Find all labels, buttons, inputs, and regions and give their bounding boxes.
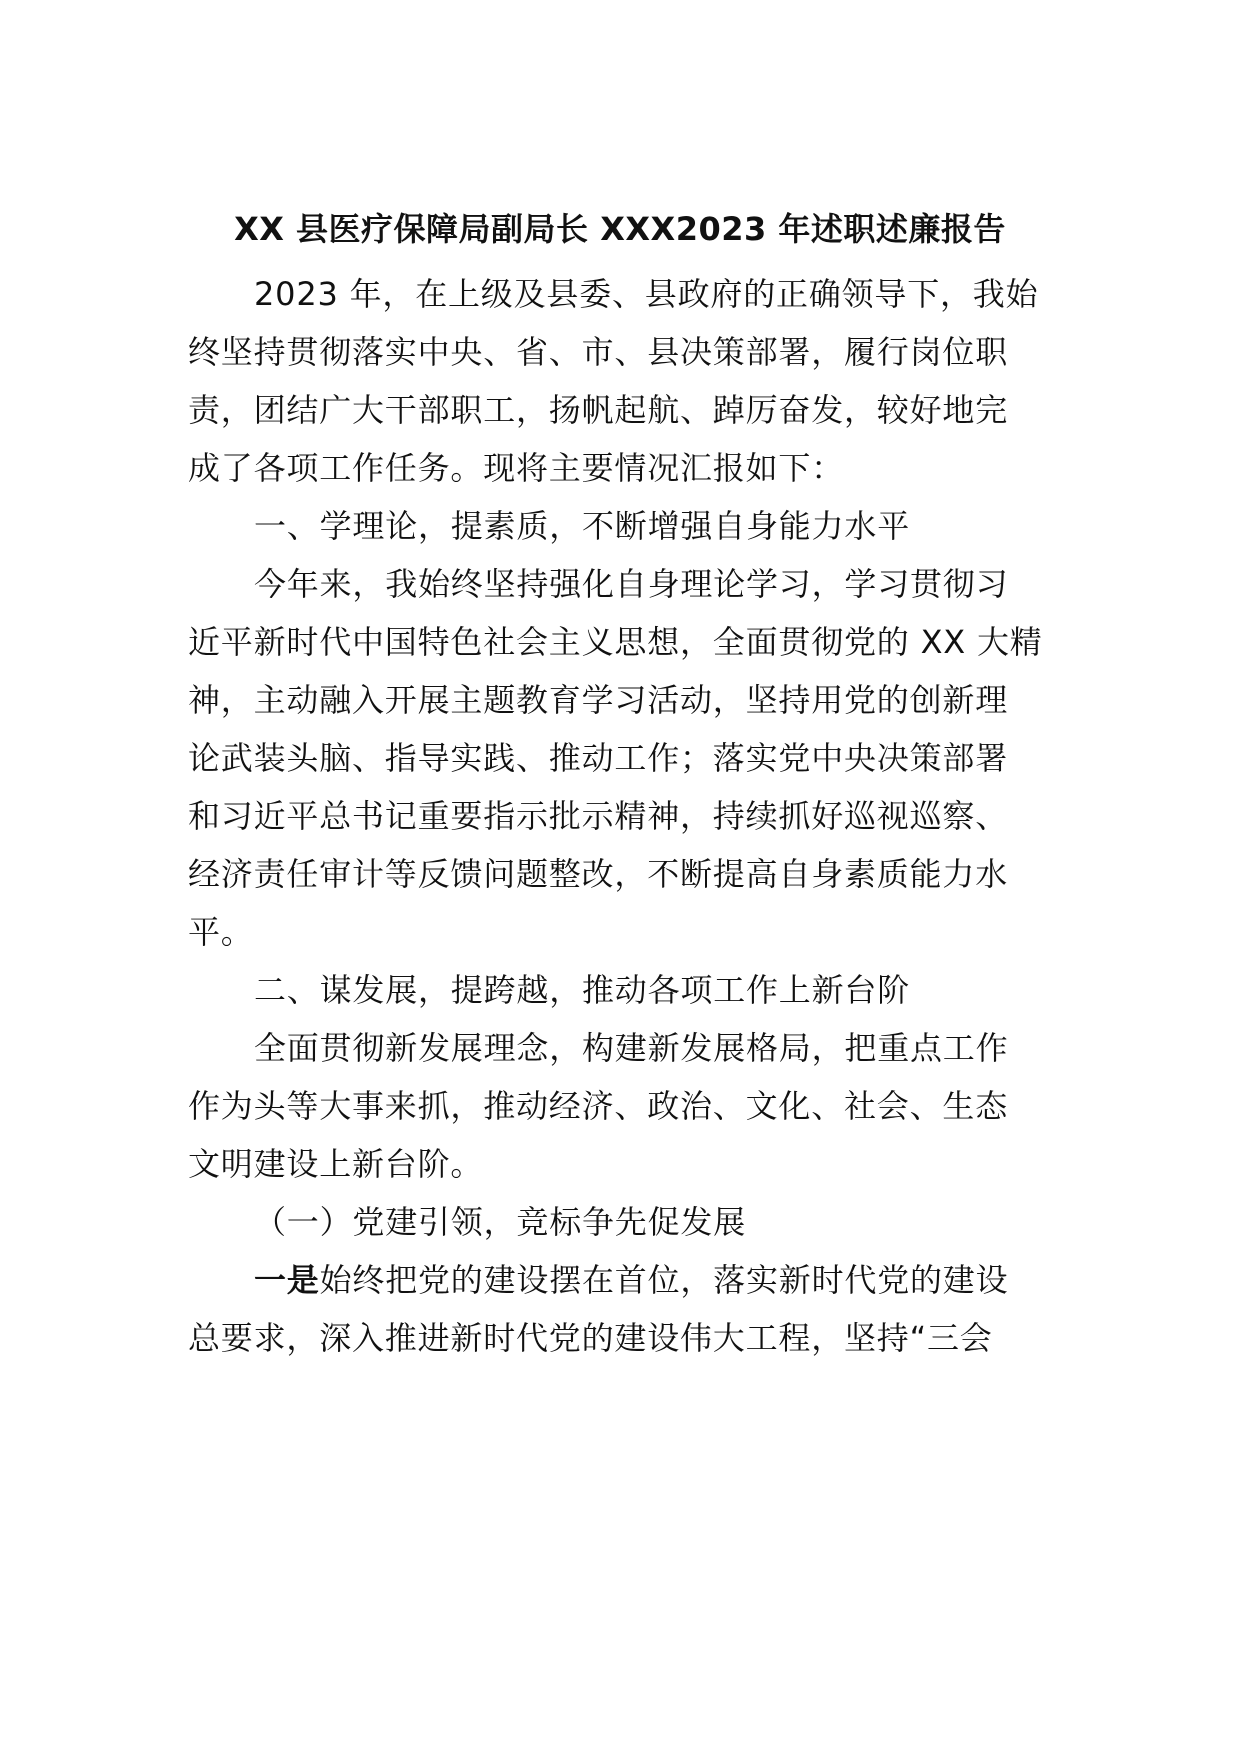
paragraph-line: 神，主动融入开展主题教育学习活动，坚持用党的创新理 bbox=[188, 681, 1009, 719]
paragraph-line: 经济责任审计等反馈问题整改，不断提高自身素质能力水 bbox=[188, 855, 1009, 893]
paragraph-line: 平。 bbox=[188, 913, 254, 951]
paragraph-line: 和习近平总书记重要指示批示精神，持续抓好巡视巡察、 bbox=[188, 797, 1009, 835]
paragraph-line: 终坚持贯彻落实中央、省、市、县决策部署，履行岗位职 bbox=[188, 333, 1009, 371]
subsection-heading: （一）党建引领，竞标争先促发展 bbox=[254, 1203, 747, 1241]
paragraph-line-text: 始终把党的建设摆在首位，落实新时代党的建设 bbox=[319, 1261, 1009, 1299]
paragraph-line: 成了各项工作任务。现将主要情况汇报如下： bbox=[188, 449, 845, 487]
paragraph-line: 责，团结广大干部职工，扬帆起航、踔厉奋发，较好地完 bbox=[188, 391, 1009, 429]
paragraph-line: 今年来，我始终坚持强化自身理论学习，学习贯彻习 bbox=[254, 565, 1009, 603]
paragraph-line bbox=[254, 1254, 1008, 1306]
paragraph-line: 总要求，深入推进新时代党的建设伟大工程，坚持“三会 bbox=[188, 1319, 993, 1357]
bold-lead-text: 一是 bbox=[254, 1261, 320, 1299]
section-heading: 二、谋发展，提跨越，推动各项工作上新台阶 bbox=[254, 971, 911, 1009]
paragraph-line: 2023 年，在上级及县委、县政府的正确领导下，我始 bbox=[254, 275, 1039, 313]
paragraph-line: 文明建设上新台阶。 bbox=[188, 1145, 484, 1183]
paragraph-line: 全面贯彻新发展理念，构建新发展格局，把重点工作 bbox=[254, 1029, 1009, 1067]
paragraph-line: 近平新时代中国特色社会主义思想，全面贯彻党的 XX 大精 bbox=[188, 623, 1043, 661]
section-heading: 一、学理论，提素质，不断增强自身能力水平 bbox=[254, 507, 911, 545]
paragraph-line: 论武装头脑、指导实践、推动工作；落实党中央决策部署 bbox=[188, 739, 1009, 777]
document-title: XX 县医疗保障局副局长 XXX2023 年述职述廉报告 bbox=[234, 210, 1006, 248]
paragraph-line: 作为头等大事来抓，推动经济、政治、文化、社会、生态 bbox=[188, 1087, 1009, 1125]
